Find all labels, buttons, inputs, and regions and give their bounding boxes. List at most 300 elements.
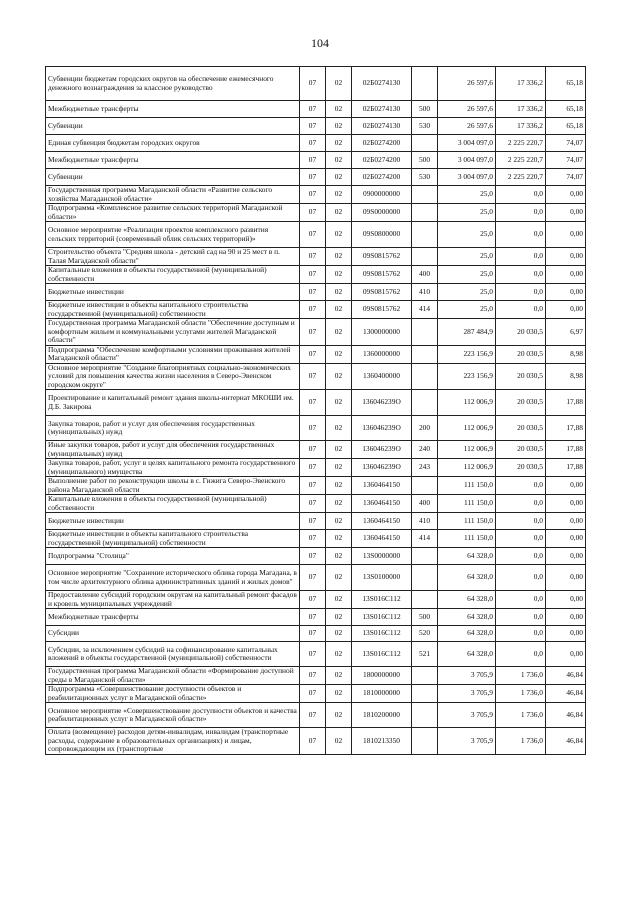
execution-percent-cell: 65,18: [546, 118, 586, 135]
row-name-cell: Межбюджетные трансферты: [46, 152, 300, 169]
execution-percent-cell: 74,07: [546, 152, 586, 169]
target-article-cell: 02Б0274130: [352, 118, 412, 135]
target-article-cell: 09S0815762: [352, 301, 412, 319]
execution-percent-cell: 17,88: [546, 459, 586, 477]
execution-percent-cell: 0,00: [546, 565, 586, 591]
subsection-code-cell: 02: [326, 513, 352, 530]
execution-percent-cell: 46,84: [546, 667, 586, 685]
row-name-cell: Подпрограмма "Обеспечение комфортными условиями проживания жителей Магаданской области": [46, 345, 300, 363]
subsection-code-cell: 02: [326, 459, 352, 477]
section-code-cell: 07: [300, 101, 326, 118]
executed-amount-cell: 20 030,5: [496, 363, 546, 390]
row-name-cell: Единая субвенция бюджетам городских округов: [46, 135, 300, 152]
planned-amount-cell: 111 150,0: [438, 495, 496, 513]
subsection-code-cell: 02: [326, 118, 352, 135]
execution-percent-cell: 8,98: [546, 345, 586, 363]
executed-amount-cell: 0,0: [496, 565, 546, 591]
expense-type-cell: 520: [412, 626, 438, 642]
table-row: [46, 416, 586, 441]
planned-amount-cell: 111 150,0: [438, 513, 496, 530]
table-row: [46, 101, 586, 118]
planned-amount-cell: 3 705,9: [438, 728, 496, 755]
target-article-cell: 02Б0274130: [352, 67, 412, 101]
expense-type-cell: [412, 685, 438, 703]
target-article-cell: 1810213350: [352, 728, 412, 755]
expense-type-cell: [412, 548, 438, 565]
execution-percent-cell: 0,00: [546, 284, 586, 301]
planned-amount-cell: 3 004 097,0: [438, 169, 496, 186]
row-name-cell: Субвенции бюджетам городских округов на обеспечение ежемесячного денежного вознаграждения за классное руководство: [46, 67, 300, 101]
subsection-code-cell: 02: [326, 204, 352, 222]
executed-amount-cell: 20 030,5: [496, 441, 546, 459]
row-name-cell: Подпрограмма "Столица": [46, 548, 300, 565]
section-code-cell: 07: [300, 609, 326, 626]
executed-amount-cell: 0,0: [496, 609, 546, 626]
section-code-cell: 07: [300, 222, 326, 248]
expense-type-cell: 500: [412, 152, 438, 169]
subsection-code-cell: 02: [326, 609, 352, 626]
planned-amount-cell: 26 597,6: [438, 67, 496, 101]
subsection-code-cell: 02: [326, 728, 352, 755]
table-row: [46, 548, 586, 565]
expense-type-cell: [412, 222, 438, 248]
row-name-cell: Иные закупки товаров, работ и услуг для обеспечения государственных (муниципальных) нужд: [46, 441, 300, 459]
row-name-cell: Основное мероприятие "Создание благоприятных социально-экономических условий для повышения качества жизни населения в Северо-Эвенском городском округе": [46, 363, 300, 390]
execution-percent-cell: 6,97: [546, 319, 586, 346]
section-code-cell: 07: [300, 248, 326, 266]
execution-percent-cell: 17,88: [546, 441, 586, 459]
target-article-cell: 1800000000: [352, 667, 412, 685]
budget-table-body: [46, 67, 586, 755]
execution-percent-cell: 74,07: [546, 135, 586, 152]
row-name-cell: Капитальные вложения в объекты государственной (муниципальной) собственности: [46, 266, 300, 284]
row-name-cell: Государственная программа Магаданской области «Развитие сельского хозяйства Магаданской области»: [46, 186, 300, 204]
table-row: [46, 609, 586, 626]
target-article-cell: 02Б0274200: [352, 135, 412, 152]
target-article-cell: 1360464150: [352, 513, 412, 530]
row-name-cell: Государственная программа Магаданской области «Формирование доступной среды в Магаданской области»: [46, 667, 300, 685]
executed-amount-cell: 0,0: [496, 513, 546, 530]
row-name-cell: Основное мероприятие "Сохранение исторического облика города Магадана, в том числе архитектурного облика административных зданий и жилых домов": [46, 565, 300, 591]
planned-amount-cell: 111 150,0: [438, 477, 496, 495]
planned-amount-cell: 25,0: [438, 284, 496, 301]
subsection-code-cell: 02: [326, 266, 352, 284]
section-code-cell: 07: [300, 642, 326, 667]
section-code-cell: 07: [300, 319, 326, 346]
target-article-cell: 09S0815762: [352, 248, 412, 266]
section-code-cell: 07: [300, 728, 326, 755]
execution-percent-cell: 0,00: [546, 626, 586, 642]
executed-amount-cell: 17 336,2: [496, 67, 546, 101]
section-code-cell: 07: [300, 685, 326, 703]
execution-percent-cell: 0,00: [546, 513, 586, 530]
row-name-cell: Бюджетные инвестиции в объекты капитального строительства государственной (муниципальной) собственности: [46, 301, 300, 319]
subsection-code-cell: 02: [326, 642, 352, 667]
executed-amount-cell: 2 225 220,7: [496, 152, 546, 169]
table-row: [46, 363, 586, 390]
target-article-cell: 1810000000: [352, 685, 412, 703]
executed-amount-cell: 0,0: [496, 266, 546, 284]
row-name-cell: Проектирование и капитальный ремонт здания школы-интернат МКОШИ им. Д.Б. Закирова: [46, 390, 300, 416]
execution-percent-cell: 8,98: [546, 363, 586, 390]
execution-percent-cell: 46,84: [546, 703, 586, 728]
section-code-cell: 07: [300, 441, 326, 459]
target-article-cell: 09S0815762: [352, 266, 412, 284]
executed-amount-cell: 20 030,5: [496, 459, 546, 477]
table-row: [46, 266, 586, 284]
section-code-cell: 07: [300, 591, 326, 609]
table-row: [46, 565, 586, 591]
section-code-cell: 07: [300, 152, 326, 169]
execution-percent-cell: 0,00: [546, 301, 586, 319]
planned-amount-cell: 25,0: [438, 186, 496, 204]
target-article-cell: 02Б0274130: [352, 101, 412, 118]
execution-percent-cell: 0,00: [546, 266, 586, 284]
execution-percent-cell: 0,00: [546, 591, 586, 609]
subsection-code-cell: 02: [326, 495, 352, 513]
subsection-code-cell: 02: [326, 101, 352, 118]
execution-percent-cell: 0,00: [546, 222, 586, 248]
subsection-code-cell: 02: [326, 345, 352, 363]
executed-amount-cell: 1 736,0: [496, 685, 546, 703]
subsection-code-cell: 02: [326, 135, 352, 152]
target-article-cell: 09S0800000: [352, 222, 412, 248]
planned-amount-cell: 3 705,9: [438, 703, 496, 728]
subsection-code-cell: 02: [326, 390, 352, 416]
table-row: [46, 390, 586, 416]
table-row: [46, 319, 586, 346]
subsection-code-cell: 02: [326, 548, 352, 565]
target-article-cell: 09S0000000: [352, 204, 412, 222]
execution-percent-cell: 0,00: [546, 548, 586, 565]
target-article-cell: 13S0000000: [352, 548, 412, 565]
table-row: [46, 135, 586, 152]
planned-amount-cell: 3 705,9: [438, 667, 496, 685]
planned-amount-cell: 112 006,9: [438, 416, 496, 441]
subsection-code-cell: 02: [326, 319, 352, 346]
target-article-cell: 136046239О: [352, 390, 412, 416]
subsection-code-cell: 02: [326, 363, 352, 390]
execution-percent-cell: 17,88: [546, 416, 586, 441]
row-name-cell: Основное мероприятие «Реализация проектов комплексного развития сельских территорий (современный облик сельских территорий)»: [46, 222, 300, 248]
target-article-cell: 02Б0274200: [352, 152, 412, 169]
target-article-cell: 1810200000: [352, 703, 412, 728]
table-row: [46, 345, 586, 363]
expense-type-cell: [412, 363, 438, 390]
row-name-cell: Подпрограмма «Комплексное развитие сельских территорий Магаданской области»: [46, 204, 300, 222]
subsection-code-cell: 02: [326, 248, 352, 266]
table-row: [46, 459, 586, 477]
executed-amount-cell: 0,0: [496, 626, 546, 642]
section-code-cell: 07: [300, 135, 326, 152]
subsection-code-cell: 02: [326, 284, 352, 301]
row-name-cell: Закупка товаров, работ и услуг для обеспечения государственных (муниципальных) нужд: [46, 416, 300, 441]
subsection-code-cell: 02: [326, 67, 352, 101]
execution-percent-cell: 65,18: [546, 67, 586, 101]
planned-amount-cell: 64 328,0: [438, 642, 496, 667]
executed-amount-cell: 20 030,5: [496, 390, 546, 416]
expense-type-cell: [412, 728, 438, 755]
row-name-cell: Государственная программа Магаданской области "Обеспечение доступным и комфортным жильем и коммунальными услугами жителей Магаданской области": [46, 319, 300, 346]
table-row: [46, 530, 586, 548]
table-row: [46, 284, 586, 301]
table-row: [46, 222, 586, 248]
target-article-cell: 09S0815762: [352, 284, 412, 301]
executed-amount-cell: 1 736,0: [496, 703, 546, 728]
section-code-cell: 07: [300, 301, 326, 319]
section-code-cell: 07: [300, 345, 326, 363]
target-article-cell: 1360464150: [352, 495, 412, 513]
target-article-cell: 13S0100000: [352, 565, 412, 591]
executed-amount-cell: 20 030,5: [496, 319, 546, 346]
expense-type-cell: 240: [412, 441, 438, 459]
section-code-cell: 07: [300, 390, 326, 416]
target-article-cell: 02Б0274200: [352, 169, 412, 186]
subsection-code-cell: 02: [326, 530, 352, 548]
budget-table: [45, 66, 586, 755]
execution-percent-cell: 0,00: [546, 477, 586, 495]
execution-percent-cell: 74,07: [546, 169, 586, 186]
section-code-cell: 07: [300, 703, 326, 728]
execution-percent-cell: 0,00: [546, 186, 586, 204]
executed-amount-cell: 0,0: [496, 495, 546, 513]
target-article-cell: 13S016C112: [352, 609, 412, 626]
row-name-cell: Капитальные вложения в объекты государственной (муниципальной) собственности: [46, 495, 300, 513]
executed-amount-cell: 17 336,2: [496, 101, 546, 118]
row-name-cell: Строительство объекта "Средняя школа - детский сад на 90 и 25 мест в п. Талая Магаданской области": [46, 248, 300, 266]
subsection-code-cell: 02: [326, 441, 352, 459]
subsection-code-cell: 02: [326, 703, 352, 728]
row-name-cell: Предоставление субсидий городским округам на капитальный ремонт фасадов и кровель муниципальных учреждений: [46, 591, 300, 609]
section-code-cell: 07: [300, 284, 326, 301]
expense-type-cell: [412, 565, 438, 591]
execution-percent-cell: 65,18: [546, 101, 586, 118]
target-article-cell: 13S016C112: [352, 591, 412, 609]
expense-type-cell: 410: [412, 284, 438, 301]
execution-percent-cell: 46,84: [546, 728, 586, 755]
planned-amount-cell: 223 156,9: [438, 345, 496, 363]
row-name-cell: Субвенции: [46, 169, 300, 186]
planned-amount-cell: 26 597,6: [438, 101, 496, 118]
table-row: [46, 495, 586, 513]
expense-type-cell: 400: [412, 266, 438, 284]
row-name-cell: Выполнение работ по реконструкции школы в с. Гижига Северо-Эвенского района Магаданской области: [46, 477, 300, 495]
section-code-cell: 07: [300, 186, 326, 204]
expense-type-cell: [412, 248, 438, 266]
executed-amount-cell: 0,0: [496, 548, 546, 565]
table-row: [46, 301, 586, 319]
planned-amount-cell: 112 006,9: [438, 441, 496, 459]
section-code-cell: 07: [300, 477, 326, 495]
execution-percent-cell: 0,00: [546, 248, 586, 266]
table-row: [46, 152, 586, 169]
row-name-cell: Межбюджетные трансферты: [46, 609, 300, 626]
row-name-cell: Субсидии: [46, 626, 300, 642]
target-article-cell: 13S016C112: [352, 626, 412, 642]
expense-type-cell: 410: [412, 513, 438, 530]
executed-amount-cell: 0,0: [496, 530, 546, 548]
expense-type-cell: [412, 345, 438, 363]
subsection-code-cell: 02: [326, 152, 352, 169]
table-row: [46, 642, 586, 667]
target-article-cell: 136046239О: [352, 459, 412, 477]
planned-amount-cell: 3 004 097,0: [438, 152, 496, 169]
executed-amount-cell: 0,0: [496, 186, 546, 204]
table-row: [46, 626, 586, 642]
subsection-code-cell: 02: [326, 477, 352, 495]
execution-percent-cell: 46,84: [546, 685, 586, 703]
executed-amount-cell: 1 736,0: [496, 728, 546, 755]
section-code-cell: 07: [300, 495, 326, 513]
target-article-cell: 1360464150: [352, 530, 412, 548]
target-article-cell: 13S016C112: [352, 642, 412, 667]
target-article-cell: 1360000000: [352, 345, 412, 363]
table-row: [46, 513, 586, 530]
expense-type-cell: [412, 186, 438, 204]
planned-amount-cell: 25,0: [438, 266, 496, 284]
target-article-cell: 1300000000: [352, 319, 412, 346]
subsection-code-cell: 02: [326, 626, 352, 642]
executed-amount-cell: 0,0: [496, 204, 546, 222]
subsection-code-cell: 02: [326, 222, 352, 248]
table-row: [46, 685, 586, 703]
executed-amount-cell: 20 030,5: [496, 416, 546, 441]
row-name-cell: Бюджетные инвестиции в объекты капитального строительства государственной (муниципальной) собственности: [46, 530, 300, 548]
target-article-cell: 136046239О: [352, 441, 412, 459]
target-article-cell: 1360400000: [352, 363, 412, 390]
executed-amount-cell: 1 736,0: [496, 667, 546, 685]
expense-type-cell: [412, 319, 438, 346]
planned-amount-cell: 25,0: [438, 204, 496, 222]
planned-amount-cell: 25,0: [438, 301, 496, 319]
planned-amount-cell: 112 006,9: [438, 390, 496, 416]
section-code-cell: 07: [300, 67, 326, 101]
executed-amount-cell: 0,0: [496, 591, 546, 609]
table-row: [46, 186, 586, 204]
section-code-cell: 07: [300, 266, 326, 284]
table-row: [46, 248, 586, 266]
execution-percent-cell: 0,00: [546, 642, 586, 667]
expense-type-cell: [412, 591, 438, 609]
subsection-code-cell: 02: [326, 169, 352, 186]
row-name-cell: Межбюджетные трансферты: [46, 101, 300, 118]
subsection-code-cell: 02: [326, 591, 352, 609]
executed-amount-cell: 0,0: [496, 222, 546, 248]
executed-amount-cell: 17 336,2: [496, 118, 546, 135]
planned-amount-cell: 64 328,0: [438, 565, 496, 591]
expense-type-cell: [412, 477, 438, 495]
planned-amount-cell: 3 004 097,0: [438, 135, 496, 152]
planned-amount-cell: 64 328,0: [438, 626, 496, 642]
subsection-code-cell: 02: [326, 186, 352, 204]
section-code-cell: 07: [300, 530, 326, 548]
table-row: [46, 204, 586, 222]
row-name-cell: Субвенции: [46, 118, 300, 135]
table-row: [46, 169, 586, 186]
row-name-cell: Основное мероприятие «Совершенствование доступности объектов и качества реабилитационных услуг в Магаданской области»: [46, 703, 300, 728]
expense-type-cell: 414: [412, 301, 438, 319]
expense-type-cell: 243: [412, 459, 438, 477]
executed-amount-cell: 2 225 220,7: [496, 135, 546, 152]
subsection-code-cell: 02: [326, 301, 352, 319]
expense-type-cell: 530: [412, 118, 438, 135]
expense-type-cell: 530: [412, 169, 438, 186]
executed-amount-cell: 0,0: [496, 284, 546, 301]
expense-type-cell: [412, 667, 438, 685]
executed-amount-cell: 0,0: [496, 301, 546, 319]
table-row: [46, 441, 586, 459]
table-row: [46, 67, 586, 101]
row-name-cell: Бюджетные инвестиции: [46, 284, 300, 301]
execution-percent-cell: 0,00: [546, 204, 586, 222]
executed-amount-cell: 0,0: [496, 248, 546, 266]
section-code-cell: 07: [300, 626, 326, 642]
row-name-cell: Оплата (возмещение) расходов детям-инвалидам, инвалидам (транспортные расходы, содержание в образовательных организациях) и лицам, сопровождающим их (транспортные: [46, 728, 300, 755]
executed-amount-cell: 2 225 220,7: [496, 169, 546, 186]
section-code-cell: 07: [300, 204, 326, 222]
planned-amount-cell: 3 705,9: [438, 685, 496, 703]
subsection-code-cell: 02: [326, 667, 352, 685]
expense-type-cell: 400: [412, 495, 438, 513]
section-code-cell: 07: [300, 667, 326, 685]
table-row: [46, 728, 586, 755]
expense-type-cell: [412, 67, 438, 101]
execution-percent-cell: 0,00: [546, 495, 586, 513]
expense-type-cell: 500: [412, 609, 438, 626]
planned-amount-cell: 111 150,0: [438, 530, 496, 548]
expense-type-cell: [412, 204, 438, 222]
subsection-code-cell: 02: [326, 565, 352, 591]
executed-amount-cell: 20 030,5: [496, 345, 546, 363]
planned-amount-cell: 26 597,6: [438, 118, 496, 135]
section-code-cell: 07: [300, 513, 326, 530]
section-code-cell: 07: [300, 363, 326, 390]
planned-amount-cell: 25,0: [438, 248, 496, 266]
row-name-cell: Подпрограмма «Совершенствование доступности объектов и реабилитационных услуг в Магаданской области»: [46, 685, 300, 703]
subsection-code-cell: 02: [326, 416, 352, 441]
section-code-cell: 07: [300, 548, 326, 565]
planned-amount-cell: 64 328,0: [438, 609, 496, 626]
expense-type-cell: 414: [412, 530, 438, 548]
table-row: [46, 591, 586, 609]
execution-percent-cell: 0,00: [546, 609, 586, 626]
table-row: [46, 667, 586, 685]
row-name-cell: Бюджетные инвестиции: [46, 513, 300, 530]
section-code-cell: 07: [300, 416, 326, 441]
expense-type-cell: [412, 135, 438, 152]
table-row: [46, 477, 586, 495]
target-article-cell: 0900000000: [352, 186, 412, 204]
planned-amount-cell: 64 328,0: [438, 548, 496, 565]
subsection-code-cell: 02: [326, 685, 352, 703]
expense-type-cell: [412, 390, 438, 416]
executed-amount-cell: 0,0: [496, 477, 546, 495]
expense-type-cell: 521: [412, 642, 438, 667]
planned-amount-cell: 287 484,9: [438, 319, 496, 346]
target-article-cell: 1360464150: [352, 477, 412, 495]
executed-amount-cell: 0,0: [496, 642, 546, 667]
section-code-cell: 07: [300, 118, 326, 135]
row-name-cell: Закупка товаров, работ, услуг в целях капитального ремонта государственного (муниципального) имущества: [46, 459, 300, 477]
planned-amount-cell: 223 156,9: [438, 363, 496, 390]
planned-amount-cell: 112 006,9: [438, 459, 496, 477]
section-code-cell: 07: [300, 459, 326, 477]
target-article-cell: 136046239О: [352, 416, 412, 441]
execution-percent-cell: 17,88: [546, 390, 586, 416]
execution-percent-cell: 0,00: [546, 530, 586, 548]
section-code-cell: 07: [300, 565, 326, 591]
expense-type-cell: 200: [412, 416, 438, 441]
